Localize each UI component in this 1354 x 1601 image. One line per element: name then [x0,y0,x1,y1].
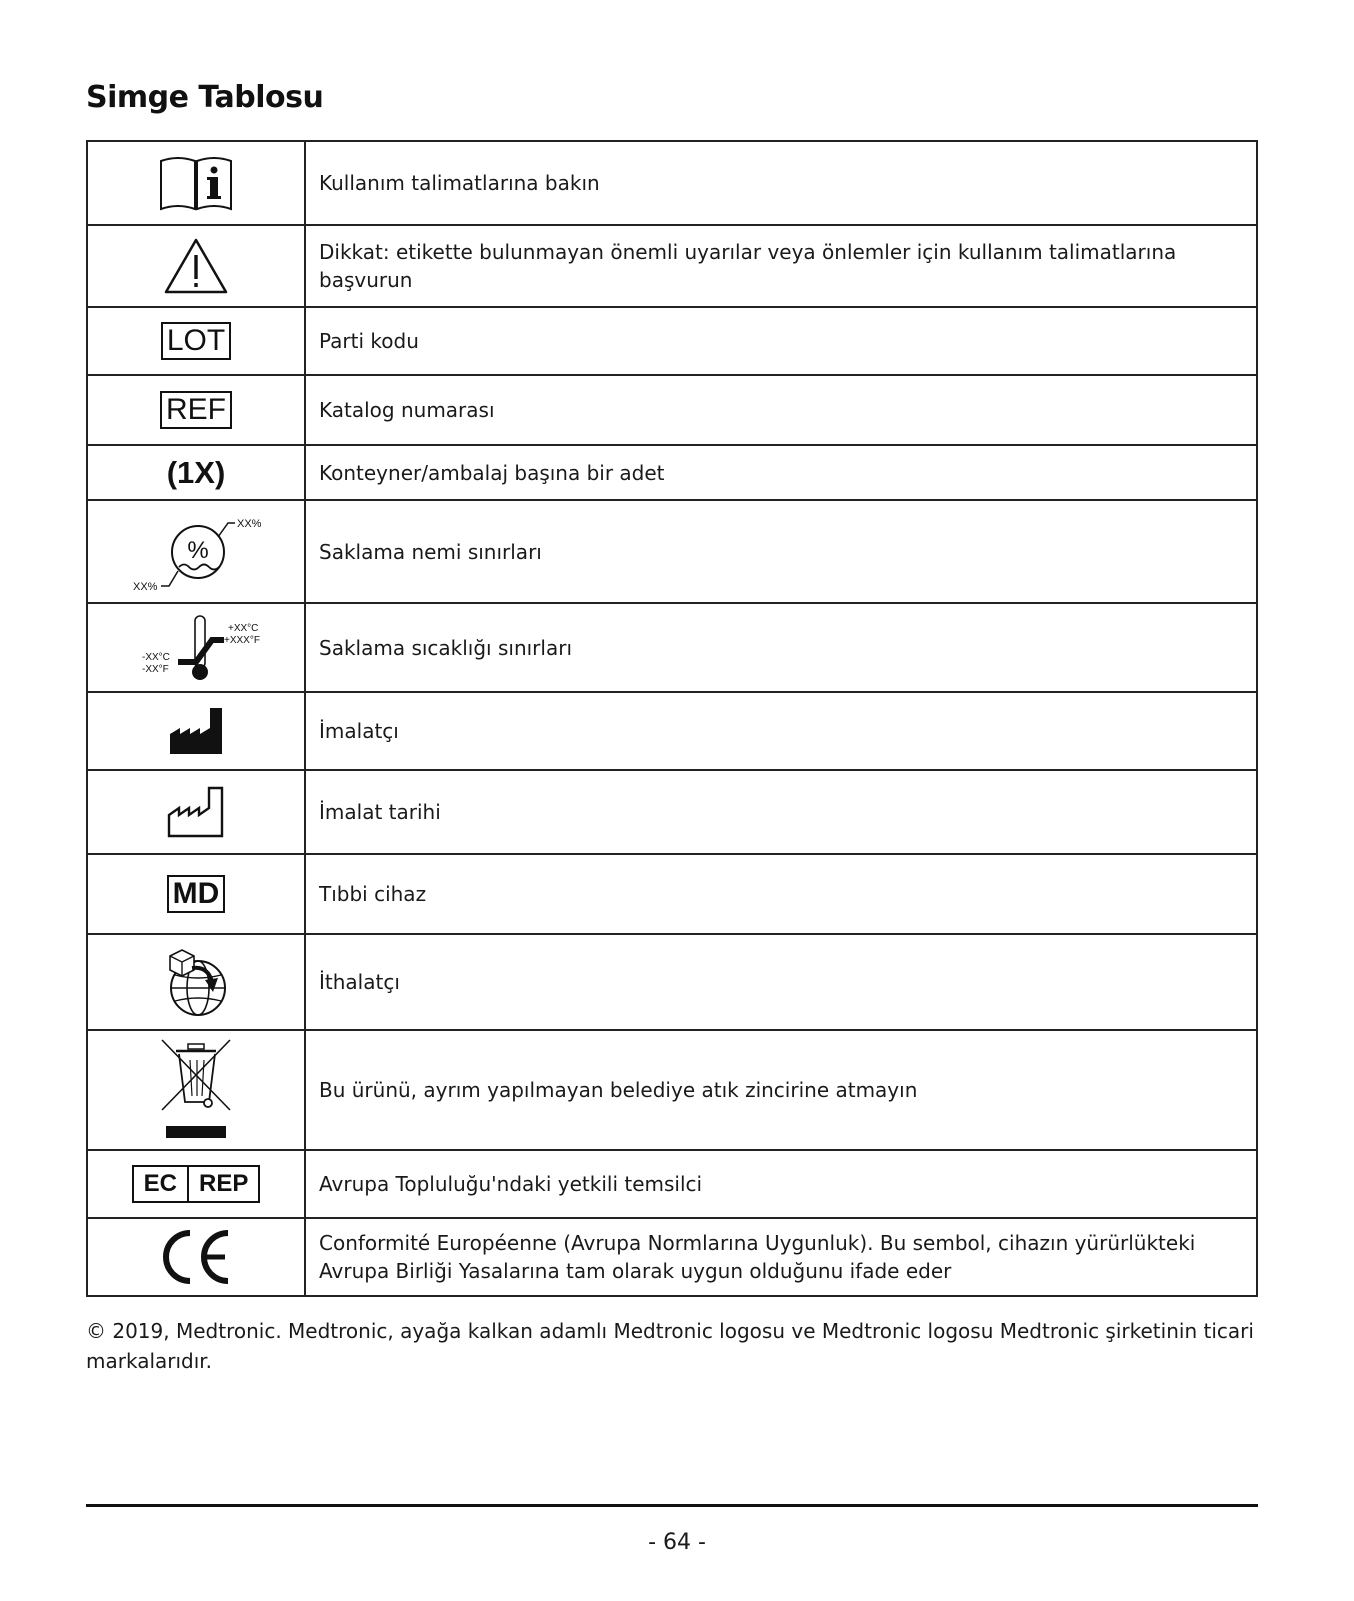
symbol-description: Avrupa Topluluğu'ndaki yetkili temsilci [305,1150,1257,1218]
svg-text:%: % [187,536,209,564]
symbol-cell [87,225,305,307]
table-row [87,1218,1257,1296]
footer-divider [86,1504,1258,1507]
manufacturer-icon [168,706,224,756]
symbol-cell [87,770,305,854]
manufacture-date-icon [166,785,226,839]
temp-upper-c: +XX°C [228,622,259,634]
symbol-description: Conformité Européenne (Avrupa Normlarına Uygunluk). Bu sembol, cihazın yürürlükteki Avrupa Birliği Yasalarına tam olarak uygun olduğunu ifade eder [305,1218,1257,1296]
temperature-limit-icon [126,610,266,686]
ec-rep-icon [132,1165,261,1203]
symbol-description: İthalatçı [305,934,1257,1030]
symbol-description: Parti kodu [305,307,1257,375]
quantity-icon: (1X) [166,454,226,490]
table-row [87,934,1257,1030]
symbol-description: Dikkat: etikette bulunmayan önemli uyarılar veya önlemler için kullanım talimatlarına başvurun [305,225,1257,307]
table-row [87,1150,1257,1218]
temp-lower-f: -XX°F [142,663,169,675]
medical-device-icon: MD [167,875,226,913]
consult-instructions-icon [158,155,234,211]
symbol-description: Tıbbi cihaz [305,854,1257,934]
symbol-description: Bu ürünü, ayrım yapılmayan belediye atık zincirine atmayın [305,1030,1257,1150]
symbol-description: Katalog numarası [305,375,1257,445]
table-row [87,307,1257,375]
symbol-cell [87,141,305,225]
table-row [87,500,1257,603]
symbol-cell [87,1150,305,1218]
symbol-description: Kullanım talimatlarına bakın [305,141,1257,225]
humidity-lower-label: XX% [133,580,158,593]
symbol-table [86,140,1258,1297]
table-row [87,445,1257,500]
copyright-footnote: © 2019, Medtronic. Medtronic, ayağa kalkan adamlı Medtronic logosu ve Medtronic logosu Medtronic şirketinin ticari markalarıdır. [86,1319,1254,1373]
symbol-cell [87,934,305,1030]
symbol-cell [87,1218,305,1296]
table-row [87,141,1257,225]
lot-icon: LOT [161,322,231,360]
table-row [87,770,1257,854]
symbol-cell [87,603,305,692]
page-number: - 64 - [648,1530,706,1555]
symbol-cell [87,445,305,500]
table-row [87,1030,1257,1150]
symbol-cell [87,375,305,445]
table-row [87,225,1257,307]
table-row [87,692,1257,770]
symbol-cell [87,500,305,603]
weee-icon [158,1038,234,1142]
symbol-cell [87,854,305,934]
ref-icon: REF [160,391,232,429]
importer-icon [162,946,230,1018]
temp-upper-f: +XXX°F [224,634,260,646]
symbol-cell [87,692,305,770]
table-row [87,854,1257,934]
symbol-description: İmalat tarihi [305,770,1257,854]
table-row [87,375,1257,445]
symbol-description: Saklama nemi sınırları [305,500,1257,603]
table-row [87,603,1257,692]
ec-label: EC [143,1170,177,1197]
page-title: Simge Tablosu [86,80,324,115]
rep-label: REP [187,1167,258,1201]
humidity-upper-label: XX% [237,517,262,530]
symbol-description: İmalatçı [305,692,1257,770]
caution-icon [163,237,229,295]
symbol-cell [87,307,305,375]
symbol-description: Konteyner/ambalaj başına bir adet [305,445,1257,500]
temp-lower-c: -XX°C [142,651,170,663]
ce-mark-icon [157,1229,235,1285]
symbol-cell [87,1030,305,1150]
humidity-limit-icon [121,507,271,597]
symbol-description: Saklama sıcaklığı sınırları [305,603,1257,692]
